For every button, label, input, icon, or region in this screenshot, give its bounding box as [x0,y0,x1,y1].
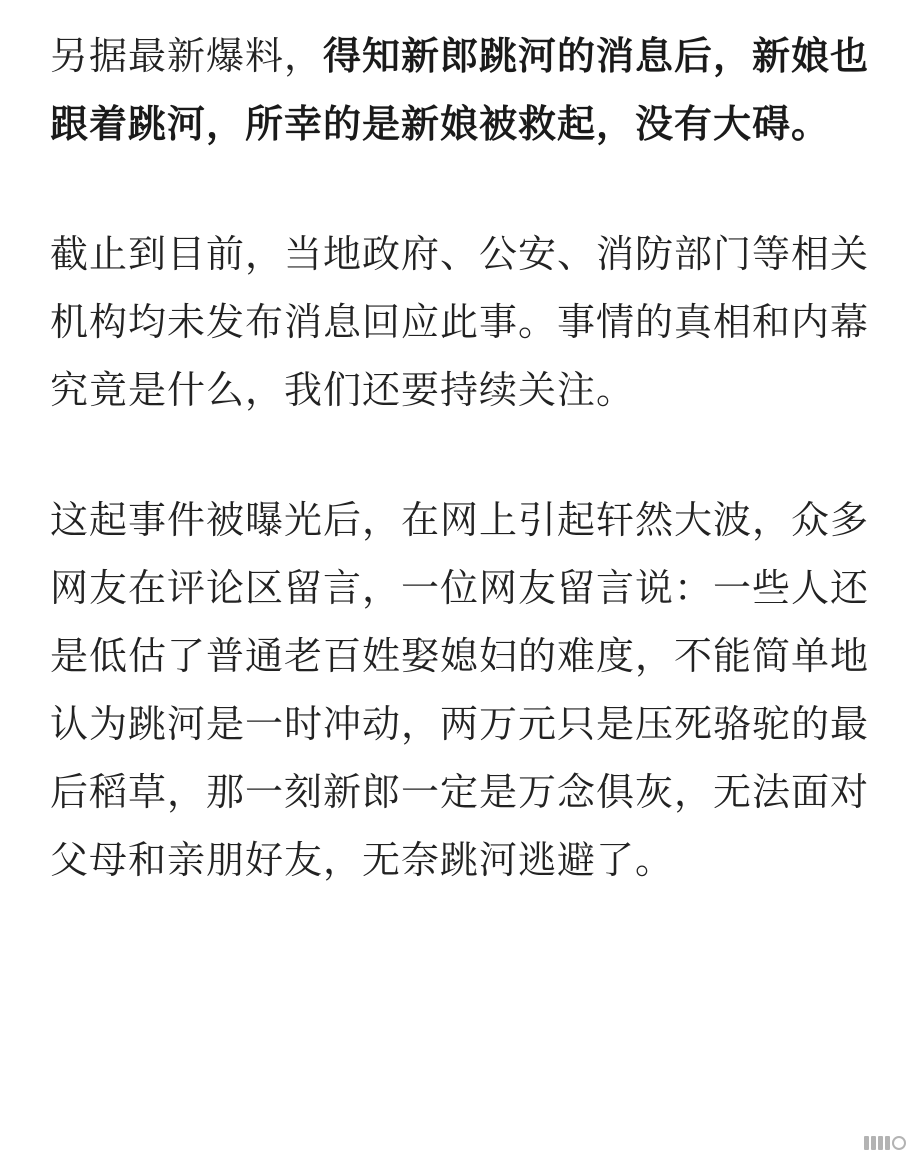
paragraph-1-lead: 另据最新爆料， [50,34,324,78]
watermark-bar-3 [878,1136,883,1150]
paragraph-3: 这起事件被曝光后，在网上引起轩然大波，众多网友在评论区留言，一位网友留言说：一些人还是低估了普通老百姓娶媳妇的难度，不能简单地认为跳河是一时冲动，两万元只是压死骆驼的最后稻草，那一刻新郎一定是万念俱灰，无法面对父母和亲朋好友，无奈跳河逃避了。 [50,498,870,882]
platform-watermark-icon [864,1136,906,1150]
watermark-bar-2 [871,1136,876,1150]
watermark-bar-1 [864,1136,869,1150]
watermark-bar-4 [885,1136,890,1150]
paragraph-1 [50,22,880,158]
paragraph-1-emphasis: 得知新郎跳河的消息后，新娘也跟着跳河，所幸的是新娘被救起，没有大碍。 [50,34,870,146]
watermark-circle [892,1136,906,1150]
paragraph-2: 截止到目前，当地政府、公安、消防部门等相关机构均未发布消息回应此事。事情的真相和内幕究竟是什么，我们还要持续关注。 [50,232,870,412]
article-body [50,22,880,894]
